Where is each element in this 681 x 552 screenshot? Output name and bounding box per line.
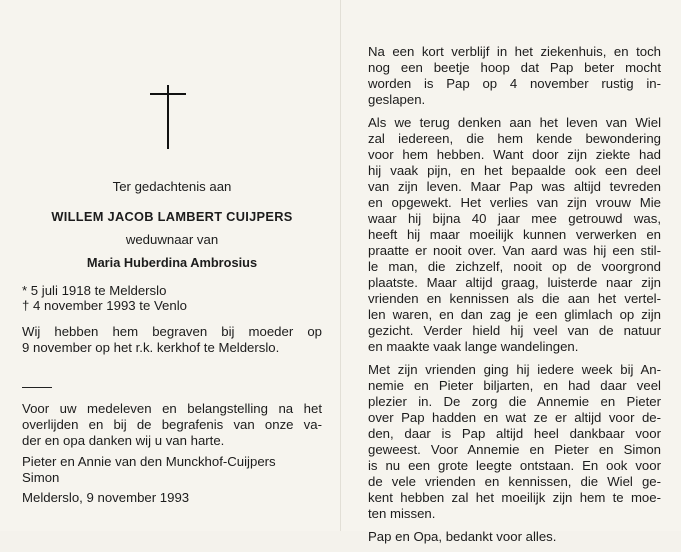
thanks-line: overlijden en bij de begrafenis van onze va- [22,417,322,432]
text-line: over Pap hadden en wat ze er altijd voor de- [368,410,661,425]
text-line: kent hebben zal het moeilijk zijn hem te moe- [368,490,661,505]
spouse-name: Maria Huberdina Ambrosius [86,255,258,270]
thanks-line: Voor uw medeleven en belangstelling na het [22,401,322,416]
thanks-line: der en opa danken wij u van harte. [22,433,225,448]
text-line: ten missen. [368,506,436,521]
text-line: de vele vrienden en kennissen, die Wiel ge- [368,474,661,489]
text-line: plezier in. De zorg die Annemie en Pieter [368,394,661,409]
thanks-text [22,401,322,449]
text-line: van zijn leven. Maar Pap was altijd tevreden [368,179,661,194]
text-line: Na een kort verblijf in het ziekenhuis, en toch [368,44,661,59]
text-line: Als we terug denken aan het leven van Wiel [368,115,661,130]
text-line: Pap en Opa, bedankt voor alles. [368,529,557,544]
relation-text: weduwnaar van [125,232,219,247]
text-line: heeft hij maar moeilijk kunnen verwerken en [368,227,661,242]
text-line: plaatste. Maar altijd graag, luisterde naar zijn [368,275,661,290]
burial-line: Wij hebben hem begraven bij moeder op [22,324,322,339]
text-line: en maakte vaak lange wandelingen. [368,339,579,354]
text-line: len waren, en dan zag je een glimlach op zijn [368,307,661,322]
death-line: † 4 november 1993 te Venlo [22,298,187,313]
text-line: nemie en Pieter biljarten, en had daar veel [368,378,661,393]
paragraph [368,44,661,108]
text-line: en opgewekt. Het verlies van zijn vrouw Mie [368,195,661,210]
burial-line: 9 november op het r.k. kerkhof te Melderslo. [22,340,280,355]
card-fold [340,0,341,531]
left-page [22,0,322,531]
text-line: geweest. Voor Annemie en Pieter en Simon [368,442,661,457]
family-line: Simon [22,470,60,485]
paragraph [368,362,661,522]
family-line: Pieter en Annie van den Munckhof-Cuijpers [22,454,276,469]
birth-line: * 5 juli 1918 te Melderslo [22,283,167,298]
text-line: geslapen. [368,92,426,107]
memorial-heading: Ter gedachtenis aan [112,179,232,194]
text-line: zal iedereen, die hem kende bewondering [368,131,661,146]
place-date: Melderslo, 9 november 1993 [22,490,190,505]
text-line: waar hij bijna 40 jaar mee getrouwd was, [368,211,661,226]
burial-text [22,324,322,356]
text-line: nog een beetje hoop dat Pap beter mocht [368,60,661,75]
paragraph [368,115,661,355]
text-line: gezicht. Verder hield hij veel van de natuur [368,323,661,338]
text-line: praatte er nooit over. Van aard was hij een stil- [368,243,661,258]
family-names [22,454,276,486]
text-line: vrienden en kennissen als die aan het vertel- [368,291,661,306]
cross-icon [150,85,186,149]
text-line: is nu een grote leegte ontstaan. En ook voor [368,458,661,473]
text-line: hij vaak pijn, en het bepaalde ook een deel [368,163,661,178]
paragraph [368,529,661,545]
divider [22,387,52,388]
text-line: worden is Pap op 4 november rustig in- [368,76,661,91]
right-page [368,44,661,552]
text-line: le man, die zichzelf, nooit op de voorgrond [368,259,661,274]
text-line: den, daar is Pap altijd heel dankbaar voor [368,426,661,441]
text-line: voor hem hebben. Want door zijn ziekte had [368,147,661,162]
text-line: Met zijn vrienden ging hij iedere week bij An- [368,362,661,377]
deceased-name: WILLEM JACOB LAMBERT CUIJPERS [51,209,293,224]
